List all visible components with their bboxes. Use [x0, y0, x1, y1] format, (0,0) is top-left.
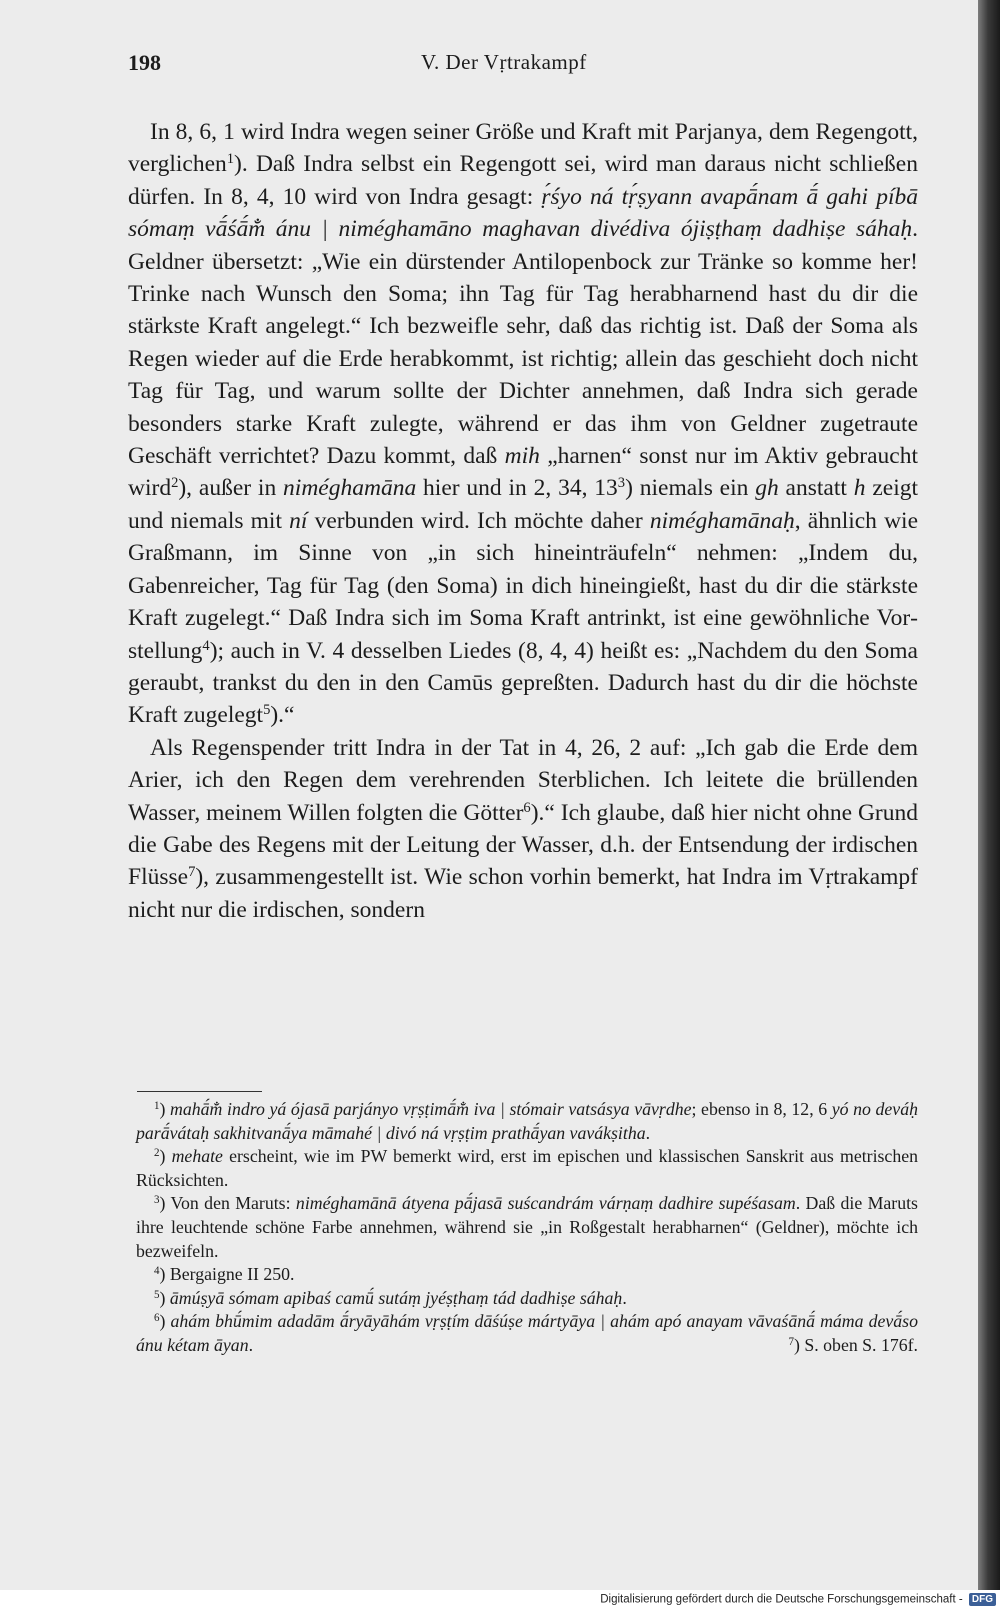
footnote: [136, 1192, 918, 1263]
credit-text: Digitalisierung gefördert durch die Deutsche Forschungsgemeinschaft -: [600, 1593, 963, 1606]
text-run: .: [645, 1122, 651, 1143]
footnote-mark: 6: [154, 1312, 160, 1325]
digitization-credit: [600, 1593, 996, 1609]
footnote-mark: 5: [263, 702, 271, 719]
footnote-mark: 1: [154, 1099, 160, 1112]
text-run: . Geldner übersetzt: „Wie ein dürstender Antilopenbock zur Tränke so komme her! Trinke nach Wunsch den Soma; ihn Tag für Tag herabharnend hast du dir die stärkste Kraft angelegt.“ Ich bezweifle sehr, daß das richtig ist. Daß der Soma als Regen wieder auf die Erde herabkommt, ist richtig; allein das geschieht doch nicht Tag für Tag, und warum sollte der Dichter annehmen, daß Indra sich gerade besonders starke Kraft zulegte, während er das ihm von Geldner zugetraute Geschäft verrichtet? Dazu kommt, daß: [128, 216, 918, 470]
text-run: ): [159, 1146, 172, 1167]
sanskrit-italic: mehate: [171, 1146, 223, 1167]
sanskrit-italic: mih: [504, 443, 540, 470]
footnote-mark: 7: [188, 864, 196, 881]
sanskrit-italic: niméghamānaḥ: [649, 507, 795, 534]
text-run: ): [159, 1287, 170, 1308]
text-run: ) Bergaigne II 250.: [159, 1264, 295, 1285]
footnote-mark: 5: [154, 1288, 160, 1301]
sanskrit-italic: āmúṣyā sómam apibaś camū́ sutáṃ jyéṣṭhaṃ tád dadhiṣe sáhaḥ: [169, 1287, 623, 1308]
dfg-logo: DFG: [969, 1593, 996, 1606]
text-run: ).“: [270, 702, 295, 729]
sanskrit-italic: gh: [755, 475, 779, 502]
sanskrit-italic: niméghamāna: [283, 475, 417, 502]
text-run: , ähnlich wie Graßmann, im Sinne von „in sich hineinträufeln“ nehmen: „Indem du, Gabenreicher, Tag für Tag (den Soma) in dich hineingießt, hast du dir die stärkste Kraft zugelegt.“ Daß Indra sich im Soma Kraft antrinkt, ist eine gewöhnliche Vorstellung: [128, 507, 919, 664]
text-run: ): [159, 1311, 171, 1332]
text-run: ).“ Ich glaube, daß hier nicht ohne Grund die Gabe des Regens mit der Leitung der Wasser, d.h. der Entsendung der irdischen Flüsse: [128, 799, 918, 891]
text-run: Als Regenspender tritt Indra in der Tat in 4, 26, 2 auf: „Ich gab die Erde dem Arier, ich den Regen dem verehrenden Sterblichen. Ich leitete die brüllenden Wasser, meinem Willen folgten die Götter: [128, 734, 918, 826]
footnote-separator: [137, 1091, 262, 1092]
text-run: .: [622, 1287, 627, 1308]
footnote-mark: 7: [788, 1335, 795, 1348]
footnote-7-text: ) S. oben S. 176f.: [794, 1334, 918, 1355]
footnote-mark: 3: [617, 475, 626, 492]
text-run: anstatt: [778, 475, 854, 502]
text-run: ; ebenso in 8, 12, 6: [691, 1099, 832, 1119]
text-run: hier und in 2, 34, 13: [416, 475, 618, 502]
footnote-mark: 6: [523, 799, 531, 816]
footnote: [136, 1287, 918, 1311]
text-run: zeigt und niemals mit: [128, 475, 919, 534]
text-run: ): [159, 1099, 171, 1119]
page-edge-shadow: [978, 0, 1000, 1590]
text-run: ). Daß Indra selbst ein Regengott sei, wird man daraus nicht schließen dürfen. In 8, 4, 10 wird von Indra gesagt:: [128, 151, 918, 210]
page-header: [128, 50, 928, 80]
footnote: [136, 1310, 918, 1357]
text-run: In 8, 6, 1 wird Indra wegen seiner Größe und Kraft mit Parjanya, dem Regengott, verglichen: [128, 119, 918, 178]
running-head: V. Der Vṛtrakampf: [421, 50, 587, 74]
sanskrit-italic: mahā́m̐ indro yá ójasā parjányo vṛṣṭimā́m̐ iva | stómair vatsásya vāvṛdhe: [170, 1099, 692, 1119]
sanskrit-italic: ní: [289, 507, 308, 534]
sanskrit-italic: ahám bhū́mim adadām ā́ryāyāhám vṛṣṭím dāśúṣe mártyāya | ahám apó anayam vāvaśānā́ máma devā́so ánu kétam āyan: [136, 1311, 918, 1355]
footnote-7: [771, 1334, 919, 1358]
footnote-mark: 3: [154, 1194, 160, 1207]
text-run: . Daß die Maruts ihre leuchtende schöne Farbe annehmen, während sie „in Roßgestalt herabharnen“ (Geldner), möchte ich bezweifeln.: [136, 1193, 918, 1261]
footnote-mark: 1: [226, 151, 235, 168]
footnote-mark: 4: [154, 1265, 160, 1278]
page-number: 198: [128, 50, 161, 75]
footnote: [136, 1145, 918, 1192]
text-run: „harnen“ sonst nur im Aktiv gebraucht wird: [128, 443, 918, 502]
text-run: ) niemals ein: [625, 475, 756, 502]
paragraph: [128, 732, 918, 926]
sanskrit-italic: h: [853, 475, 866, 502]
sanskrit-italic: niméghamānā átyena pā́jasā suścandrám várṇaṃ dadhire supéśasam: [295, 1193, 796, 1214]
footnote: [136, 1263, 918, 1287]
text-run: .: [248, 1334, 254, 1355]
text-run: ) Von den Maruts:: [159, 1193, 296, 1214]
footnote-mark: 4: [202, 637, 210, 654]
sanskrit-italic: yó no deváḥ parā́vátaḥ sakhitvanā́ya māmahé | divó ná vṛṣṭim prathā́yan vavákṣitha: [136, 1099, 918, 1143]
footnote: [136, 1098, 918, 1145]
footnote-mark: 2: [154, 1147, 160, 1160]
sanskrit-italic: ṛ́śyo ná tṛ́ṣyann avapā́nam ā́ gahi píbā sómaṃ vā́śā́m̐ ánu | niméghamāno maghavan divédiva ójiṣṭhaṃ dadhiṣe sáhaḥ: [128, 183, 918, 243]
footnote-mark: 2: [171, 475, 179, 492]
text-run: erscheint, wie im PW bemerkt wird, erst im epischen und klassischen Sanskrit aus metrischen Rücksichten.: [136, 1146, 918, 1190]
text-run: ), außer in: [178, 475, 284, 502]
body-text: [128, 116, 918, 926]
text-run: verbunden wird. Ich möchte daher: [307, 507, 650, 534]
paragraph: [128, 116, 918, 732]
footnotes: [136, 1098, 918, 1358]
text-run: ), zusammengestellt ist. Wie schon vorhin bemerkt, hat Indra im Vṛtrakampf nicht nur die irdischen, sondern: [128, 864, 918, 923]
text-run: ); auch in V. 4 desselben Liedes (8, 4, 4) heißt es: „Nachdem du den Soma geraubt, trankst du den in den Camūs gepreßten. Dadurch hast du dir die höchste Kraft zugelegt: [128, 637, 918, 729]
